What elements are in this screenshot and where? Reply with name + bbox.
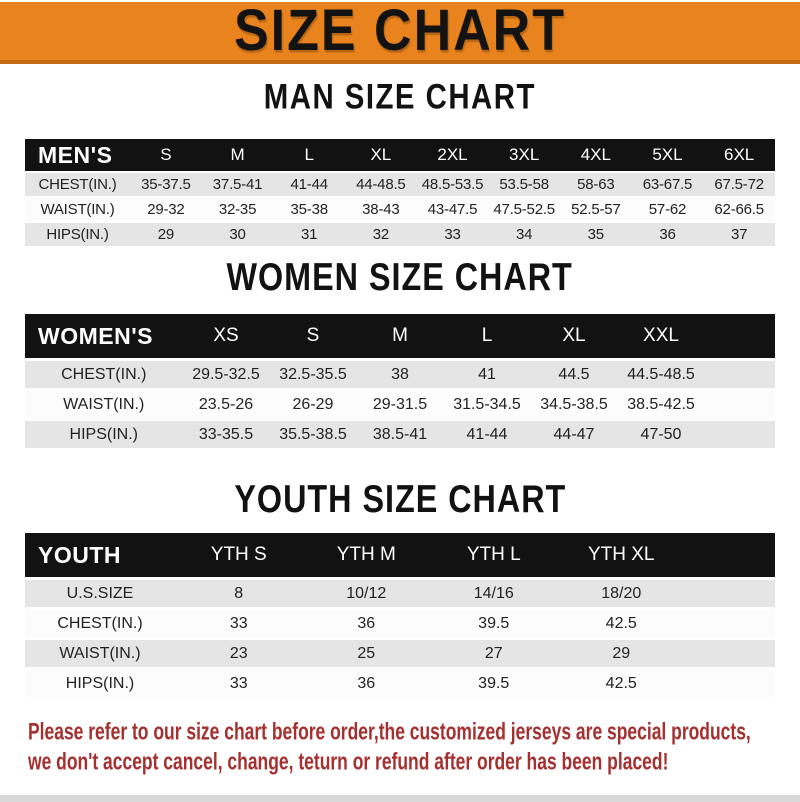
size-value-cell: 42.5 (558, 607, 686, 637)
men-section-heading-text: MAN SIZE CHART (263, 77, 537, 117)
men-section-heading (0, 77, 800, 117)
size-value-cell: 34 (488, 221, 560, 246)
size-value-cell: 25 (303, 637, 431, 667)
table-row (25, 221, 775, 246)
row-label: CHEST(IN.) (25, 358, 183, 388)
filler-header-cell (685, 533, 775, 577)
size-value-cell: 33-35.5 (183, 418, 270, 448)
table-row (25, 388, 775, 418)
filler-cell (685, 577, 775, 607)
row-label: WAIST(IN.) (25, 196, 130, 221)
row-label: HIPS(IN.) (25, 221, 130, 246)
size-value-cell: 29 (130, 221, 202, 246)
size-value-cell: 10/12 (303, 577, 431, 607)
column-header: S (270, 314, 357, 358)
size-value-cell: 32-35 (202, 196, 274, 221)
size-value-cell: 35-37.5 (130, 171, 202, 196)
size-value-cell: 44-48.5 (345, 171, 417, 196)
size-value-cell: 39.5 (430, 607, 558, 637)
size-value-cell: 36 (632, 221, 704, 246)
size-value-cell: 37 (703, 221, 775, 246)
men-size-table (25, 139, 775, 246)
column-header: 6XL (703, 139, 775, 171)
column-header: M (357, 314, 444, 358)
column-header: L (273, 139, 345, 171)
size-value-cell: 23.5-26 (183, 388, 270, 418)
column-header: XL (531, 314, 618, 358)
size-chart-title: SIZE CHART (234, 0, 566, 64)
filler-cell (705, 418, 776, 448)
size-value-cell: 29-31.5 (357, 388, 444, 418)
filler-cell (685, 667, 775, 697)
column-header: YTH XL (558, 533, 686, 577)
row-label: CHEST(IN.) (25, 607, 175, 637)
size-value-cell: 58-63 (560, 171, 632, 196)
table-row (25, 577, 775, 607)
size-value-cell: 47-50 (618, 418, 705, 448)
size-value-cell: 23 (175, 637, 303, 667)
size-value-cell: 53.5-58 (488, 171, 560, 196)
size-value-cell: 33 (417, 221, 489, 246)
women-section-heading-text: WOMEN SIZE CHART (226, 254, 574, 299)
column-header: XXL (618, 314, 705, 358)
size-value-cell: 48.5-53.5 (417, 171, 489, 196)
column-header: 2XL (417, 139, 489, 171)
size-value-cell: 38.5-41 (357, 418, 444, 448)
size-value-cell: 38.5-42.5 (618, 388, 705, 418)
size-value-cell: 38 (357, 358, 444, 388)
women-size-section (0, 254, 800, 448)
size-value-cell: 44.5-48.5 (618, 358, 705, 388)
table-row (25, 667, 775, 697)
filler-cell (685, 607, 775, 637)
size-value-cell: 36 (303, 667, 431, 697)
column-header: S (130, 139, 202, 171)
column-header: YTH L (430, 533, 558, 577)
bottom-divider (0, 795, 800, 802)
row-label: CHEST(IN.) (25, 171, 130, 196)
size-value-cell: 47.5-52.5 (488, 196, 560, 221)
youth-size-section (0, 476, 800, 697)
table-header-row (25, 533, 775, 577)
size-value-cell: 63-67.5 (632, 171, 704, 196)
filler-header-cell (705, 314, 776, 358)
size-value-cell: 35 (560, 221, 632, 246)
table-header-row (25, 139, 775, 171)
disclaimer-text (28, 718, 800, 778)
row-label: HIPS(IN.) (25, 418, 183, 448)
size-value-cell: 44.5 (531, 358, 618, 388)
table-corner-label: YOUTH (25, 533, 175, 577)
size-value-cell: 33 (175, 667, 303, 697)
column-header: YTH S (175, 533, 303, 577)
size-value-cell: 32.5-35.5 (270, 358, 357, 388)
size-value-cell: 32 (345, 221, 417, 246)
size-value-cell: 14/16 (430, 577, 558, 607)
size-value-cell: 62-66.5 (703, 196, 775, 221)
table-corner-label: WOMEN'S (25, 314, 183, 358)
row-label: HIPS(IN.) (25, 667, 175, 697)
size-value-cell: 38-43 (345, 196, 417, 221)
table-row (25, 196, 775, 221)
size-value-cell: 37.5-41 (202, 171, 274, 196)
column-header: XL (345, 139, 417, 171)
column-header: L (444, 314, 531, 358)
size-value-cell: 27 (430, 637, 558, 667)
size-value-cell: 33 (175, 607, 303, 637)
size-value-cell: 41-44 (273, 171, 345, 196)
youth-size-table (25, 533, 775, 697)
size-value-cell: 42.5 (558, 667, 686, 697)
filler-cell (705, 358, 776, 388)
size-value-cell: 29.5-32.5 (183, 358, 270, 388)
row-label: U.S.SIZE (25, 577, 175, 607)
size-value-cell: 26-29 (270, 388, 357, 418)
size-value-cell: 34.5-38.5 (531, 388, 618, 418)
row-label: WAIST(IN.) (25, 388, 183, 418)
women-section-heading (0, 254, 800, 299)
size-value-cell: 41-44 (444, 418, 531, 448)
size-value-cell: 30 (202, 221, 274, 246)
size-value-cell: 67.5-72 (703, 171, 775, 196)
size-value-cell: 8 (175, 577, 303, 607)
size-value-cell: 44-47 (531, 418, 618, 448)
table-corner-label: MEN'S (25, 139, 130, 171)
disclaimer-line-1: Please refer to our size chart before order,the customized jerseys are special products, (28, 717, 751, 745)
size-chart-banner (0, 2, 800, 64)
size-value-cell: 35-38 (273, 196, 345, 221)
column-header: 3XL (488, 139, 560, 171)
filler-cell (685, 637, 775, 667)
column-header: XS (183, 314, 270, 358)
men-size-section (0, 77, 800, 246)
column-header: 5XL (632, 139, 704, 171)
youth-section-heading (0, 476, 800, 521)
youth-section-heading-text: YOUTH SIZE CHART (234, 476, 566, 521)
filler-cell (705, 388, 776, 418)
size-value-cell: 29-32 (130, 196, 202, 221)
table-row (25, 171, 775, 196)
column-header: M (202, 139, 274, 171)
size-value-cell: 35.5-38.5 (270, 418, 357, 448)
column-header: 4XL (560, 139, 632, 171)
size-value-cell: 43-47.5 (417, 196, 489, 221)
size-value-cell: 57-62 (632, 196, 704, 221)
table-row (25, 637, 775, 667)
size-value-cell: 39.5 (430, 667, 558, 697)
size-value-cell: 18/20 (558, 577, 686, 607)
disclaimer-line-2: we don't accept cancel, change, teturn or refund after order has been placed! (28, 747, 669, 775)
size-value-cell: 31.5-34.5 (444, 388, 531, 418)
table-row (25, 607, 775, 637)
size-value-cell: 29 (558, 637, 686, 667)
table-header-row (25, 314, 775, 358)
size-value-cell: 52.5-57 (560, 196, 632, 221)
table-row (25, 358, 775, 388)
women-size-table (25, 314, 775, 448)
size-value-cell: 36 (303, 607, 431, 637)
column-header: YTH M (303, 533, 431, 577)
size-value-cell: 41 (444, 358, 531, 388)
row-label: WAIST(IN.) (25, 637, 175, 667)
size-value-cell: 31 (273, 221, 345, 246)
table-row (25, 418, 775, 448)
